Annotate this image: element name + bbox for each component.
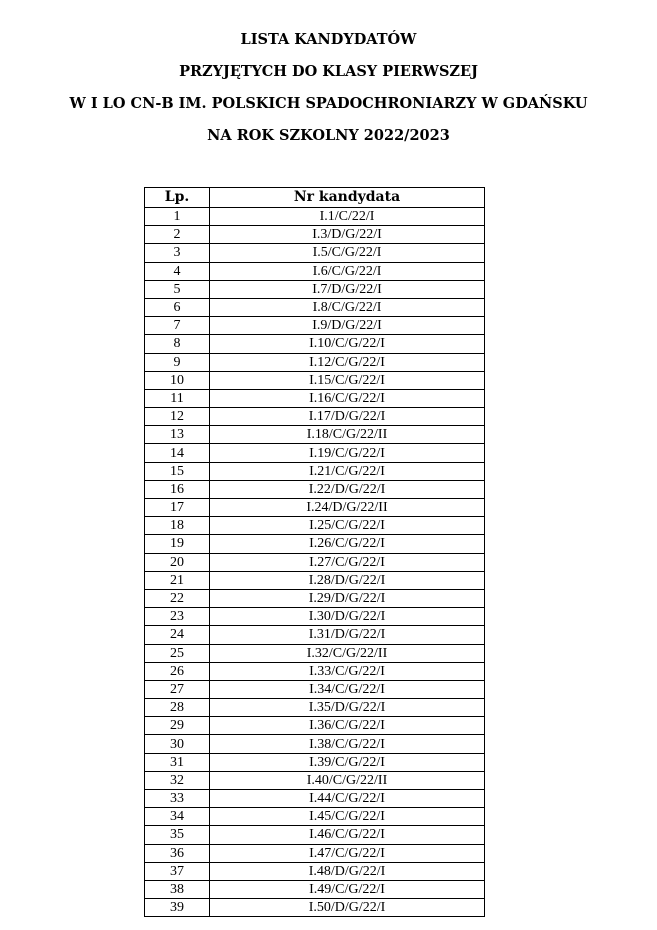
table-row	[145, 571, 485, 589]
row-candidate-number: I.29/D/G/22/I	[210, 589, 485, 607]
row-lp: 20	[145, 553, 210, 571]
row-candidate-number: I.49/C/G/22/I	[210, 880, 485, 898]
table-row	[145, 644, 485, 662]
table-row	[145, 280, 485, 298]
row-candidate-number: I.24/D/G/22/II	[210, 499, 485, 517]
table-row	[145, 826, 485, 844]
row-lp: 7	[145, 317, 210, 335]
table-row	[145, 371, 485, 389]
row-candidate-number: I.35/D/G/22/I	[210, 699, 485, 717]
row-candidate-number: I.12/C/G/22/I	[210, 353, 485, 371]
candidates-table	[144, 187, 485, 917]
row-candidate-number: I.46/C/G/22/I	[210, 826, 485, 844]
row-candidate-number: I.44/C/G/22/I	[210, 790, 485, 808]
row-candidate-number: I.38/C/G/22/I	[210, 735, 485, 753]
table-row	[145, 717, 485, 735]
row-lp: 19	[145, 535, 210, 553]
row-candidate-number: I.22/D/G/22/I	[210, 480, 485, 498]
table-row	[145, 317, 485, 335]
row-candidate-number: I.10/C/G/22/I	[210, 335, 485, 353]
row-candidate-number: I.47/C/G/22/I	[210, 844, 485, 862]
table-row	[145, 244, 485, 262]
table-row	[145, 408, 485, 426]
row-lp: 33	[145, 790, 210, 808]
header-lp: Lp.	[145, 188, 210, 208]
table-row	[145, 880, 485, 898]
row-candidate-number: I.34/C/G/22/I	[210, 680, 485, 698]
table-row	[145, 517, 485, 535]
table-row	[145, 699, 485, 717]
table-header-row	[145, 188, 485, 208]
row-lp: 36	[145, 844, 210, 862]
row-candidate-number: I.6/C/G/22/I	[210, 262, 485, 280]
table-row	[145, 389, 485, 407]
row-lp: 37	[145, 862, 210, 880]
row-candidate-number: I.25/C/G/22/I	[210, 517, 485, 535]
row-lp: 12	[145, 408, 210, 426]
row-candidate-number: I.7/D/G/22/I	[210, 280, 485, 298]
row-lp: 16	[145, 480, 210, 498]
table-row	[145, 589, 485, 607]
table-row	[145, 298, 485, 316]
table-header	[145, 188, 485, 208]
row-lp: 26	[145, 662, 210, 680]
row-candidate-number: I.48/D/G/22/I	[210, 862, 485, 880]
row-candidate-number: I.18/C/G/22/II	[210, 426, 485, 444]
row-candidate-number: I.27/C/G/22/I	[210, 553, 485, 571]
row-candidate-number: I.45/C/G/22/I	[210, 808, 485, 826]
table-row	[145, 462, 485, 480]
row-lp: 23	[145, 608, 210, 626]
row-lp: 28	[145, 699, 210, 717]
row-lp: 2	[145, 226, 210, 244]
row-candidate-number: I.15/C/G/22/I	[210, 371, 485, 389]
table-row	[145, 753, 485, 771]
row-lp: 4	[145, 262, 210, 280]
table-row	[145, 626, 485, 644]
table-row	[145, 426, 485, 444]
row-lp: 21	[145, 571, 210, 589]
table-row	[145, 444, 485, 462]
row-candidate-number: I.1/C/22/I	[210, 208, 485, 226]
row-lp: 14	[145, 444, 210, 462]
row-lp: 13	[145, 426, 210, 444]
table-row	[145, 680, 485, 698]
table-row	[145, 608, 485, 626]
row-lp: 10	[145, 371, 210, 389]
row-candidate-number: I.31/D/G/22/I	[210, 626, 485, 644]
row-lp: 38	[145, 880, 210, 898]
table-row	[145, 226, 485, 244]
table-row	[145, 535, 485, 553]
row-candidate-number: I.32/C/G/22/II	[210, 644, 485, 662]
table-row	[145, 862, 485, 880]
row-candidate-number: I.36/C/G/22/I	[210, 717, 485, 735]
row-candidate-number: I.33/C/G/22/I	[210, 662, 485, 680]
table-row	[145, 662, 485, 680]
row-candidate-number: I.17/D/G/22/I	[210, 408, 485, 426]
table-row	[145, 553, 485, 571]
row-lp: 1	[145, 208, 210, 226]
table-row	[145, 480, 485, 498]
row-lp: 35	[145, 826, 210, 844]
row-lp: 5	[145, 280, 210, 298]
row-lp: 29	[145, 717, 210, 735]
row-lp: 11	[145, 389, 210, 407]
row-candidate-number: I.9/D/G/22/I	[210, 317, 485, 335]
table-row	[145, 790, 485, 808]
header-candidate-number: Nr kandydata	[210, 188, 485, 208]
table-row	[145, 335, 485, 353]
row-lp: 30	[145, 735, 210, 753]
row-candidate-number: I.5/C/G/22/I	[210, 244, 485, 262]
row-lp: 15	[145, 462, 210, 480]
row-lp: 22	[145, 589, 210, 607]
heading-school-year: NA ROK SZKOLNY 2022/2023	[207, 127, 450, 144]
row-lp: 3	[145, 244, 210, 262]
table-row	[145, 808, 485, 826]
row-lp: 32	[145, 771, 210, 789]
row-candidate-number: I.19/C/G/22/I	[210, 444, 485, 462]
document-heading	[0, 24, 657, 152]
heading-title: LISTA KANDYDATÓW	[240, 31, 417, 48]
table-row	[145, 499, 485, 517]
table-row	[145, 208, 485, 226]
row-lp: 27	[145, 680, 210, 698]
row-lp: 39	[145, 899, 210, 917]
row-candidate-number: I.28/D/G/22/I	[210, 571, 485, 589]
row-lp: 9	[145, 353, 210, 371]
row-candidate-number: I.3/D/G/22/I	[210, 226, 485, 244]
row-candidate-number: I.8/C/G/22/I	[210, 298, 485, 316]
row-lp: 31	[145, 753, 210, 771]
table-body	[145, 208, 485, 917]
row-lp: 18	[145, 517, 210, 535]
row-lp: 6	[145, 298, 210, 316]
row-candidate-number: I.26/C/G/22/I	[210, 535, 485, 553]
row-lp: 34	[145, 808, 210, 826]
table-row	[145, 771, 485, 789]
row-candidate-number: I.16/C/G/22/I	[210, 389, 485, 407]
table-row	[145, 262, 485, 280]
row-candidate-number: I.40/C/G/22/II	[210, 771, 485, 789]
row-lp: 8	[145, 335, 210, 353]
row-candidate-number: I.50/D/G/22/I	[210, 899, 485, 917]
row-candidate-number: I.39/C/G/22/I	[210, 753, 485, 771]
table-row	[145, 353, 485, 371]
row-lp: 17	[145, 499, 210, 517]
table-row	[145, 899, 485, 917]
row-lp: 25	[145, 644, 210, 662]
heading-school-name: W I LO CN-B IM. POLSKICH SPADOCHRONIARZY W GDAŃSKU	[69, 95, 588, 112]
row-candidate-number: I.21/C/G/22/I	[210, 462, 485, 480]
heading-admission-line: PRZYJĘTYCH DO KLASY PIERWSZEJ	[179, 63, 478, 80]
table-row	[145, 844, 485, 862]
row-lp: 24	[145, 626, 210, 644]
row-candidate-number: I.30/D/G/22/I	[210, 608, 485, 626]
table-row	[145, 735, 485, 753]
